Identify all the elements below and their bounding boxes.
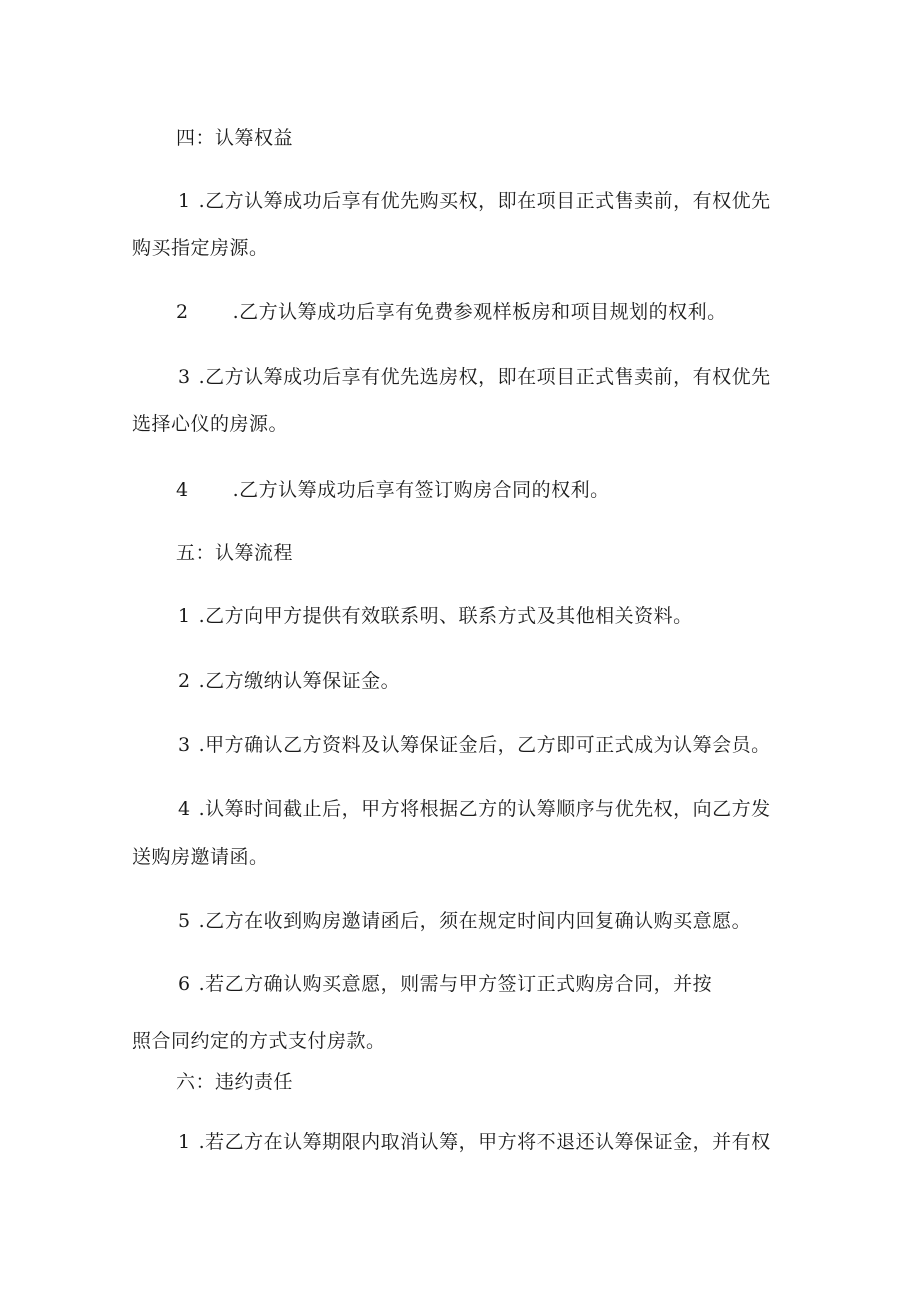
section-5-item-3 [178,733,771,757]
section-4-item-2 [176,300,727,324]
section-5-item-4 [178,797,771,821]
item-text: .乙方向甲方提供有效联系明、联系方式及其他相关资料。 [198,605,693,627]
item-number: 4 [176,479,189,501]
item-text: .若乙方确认购买意愿，则需与甲方签订正式购房合同，并按 [198,973,713,995]
section-4-item-3-continued: 选择心仪的房源。 [132,413,289,435]
section-5-item-6-continued: 照合同约定的方式支付房款。 [132,1030,386,1052]
item-number: 3 [178,366,191,388]
section-4-item-1 [178,189,771,213]
item-number: 4 [178,798,191,820]
item-text: .乙方认筹成功后享有优先选房权，即在项目正式售卖前，有权优先 [198,366,771,388]
section-5-item-2 [178,669,400,693]
item-number: 1 [178,1131,191,1153]
section-5-item-1 [178,604,693,628]
item-number: 5 [178,910,191,932]
item-number: 3 [178,734,191,756]
item-text: .甲方确认乙方资料及认筹保证金后，乙方即可正式成为认筹会员。 [198,734,771,756]
item-text: .乙方在收到购房邀请函后，须在规定时间内回复确认购买意愿。 [198,910,752,932]
item-number: 6 [178,973,191,995]
item-text: .乙方认筹成功后享有优先购买权，即在项目正式售卖前，有权优先 [198,190,771,212]
item-text: .乙方缴纳认筹保证金。 [198,670,401,692]
item-number: 1 [178,190,191,212]
item-number: 2 [176,301,189,323]
section-6-heading: 六：违约责任 [176,1071,294,1093]
section-4-heading: 四：认筹权益 [176,127,294,149]
section-5-item-4-continued: 送购房邀请函。 [132,846,269,868]
item-text: .若乙方在认筹期限内取消认筹，甲方将不退还认筹保证金，并有权 [198,1131,771,1153]
item-number: 2 [178,670,191,692]
section-4-item-3 [178,365,771,389]
section-5-heading: 五：认筹流程 [176,542,294,564]
section-4-item-1-continued: 购买指定房源。 [132,237,269,259]
section-6-item-1 [178,1130,771,1154]
section-4-item-4 [176,478,610,502]
item-text: .乙方认筹成功后享有免费参观样板房和项目规划的权利。 [232,301,727,323]
section-5-item-6 [178,972,712,996]
item-number: 1 [178,605,191,627]
item-text: .认筹时间截止后，甲方将根据乙方的认筹顺序与优先权，向乙方发 [198,798,771,820]
section-5-item-5 [178,909,751,933]
item-text: .乙方认筹成功后享有签订购房合同的权利。 [232,479,610,501]
